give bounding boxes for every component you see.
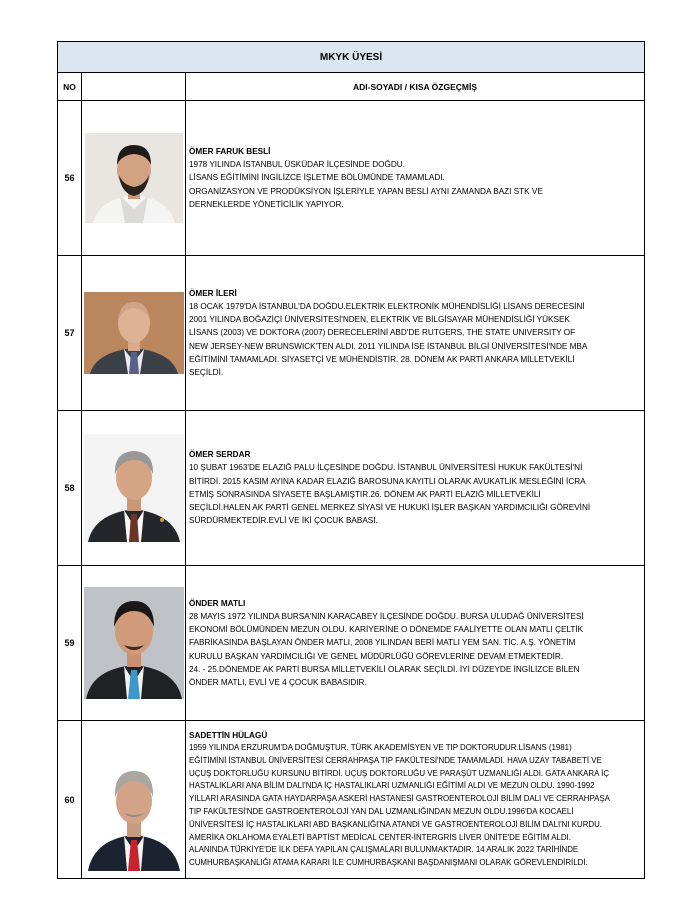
bio-cell (186, 411, 645, 566)
member-bio: 1978 YILINDA İSTANBUL ÜSKÜDAR İLÇESİNDE DOĞDU. LİSANS EĞİTİMİNİ İNGİLİZCE İŞLETME BÖLÜMÜNDE TAMAMLADI. ORGANİZASYON VE PRODÜKSİYON İŞLERİYLE YAPAN BESLİ AYNI ZAMANDA BAZI STK VE DERNEKLERDE YÖNETİCİLİK YAPIYOR. (189, 160, 543, 209)
member-name: ÖNDER MATLI (189, 598, 246, 608)
table-row (58, 721, 645, 879)
photo-cell (82, 411, 186, 566)
member-photo (84, 292, 184, 374)
member-photo (84, 751, 184, 871)
bio-cell (186, 256, 645, 411)
members-table (57, 41, 645, 879)
col-header-bio: ADI-SOYADI / KISA ÖZGEÇMİŞ (186, 73, 645, 101)
table-row (58, 411, 645, 566)
table-row (58, 566, 645, 721)
member-name: SADETTİN HÜLAGÜ (189, 731, 268, 741)
col-header-photo (82, 73, 186, 101)
member-name: ÖMER SERDAR (189, 450, 251, 460)
table-row (58, 101, 645, 256)
member-number: 56 (58, 101, 82, 256)
member-bio: 10 ŞUBAT 1963'DE ELAZIĞ PALU İLÇESİNDE DOĞDU. İSTANBUL ÜNİVERSİTESİ HUKUK FAKÜLTESİ'Nİ BİTİRDİ. 2015 KASIM AYINA KADAR ELAZIĞ BAROSUNA KAYITLI OLARAK AVUKATLIK MESLEĞİNİ İCRA ETMİŞ SONRASINDA SİYASETE BAŞLAMIŞTIR.26. DÖNEM AK PARTİ ELAZIĞ MİLLETVEKİLİ SEÇİLDİ.HALEN AK PARTİ GENEL MERKEZ SİYASİ VE HUKUKİ İŞLER BAŞKAN YARDIMCILIĞI GÖREVİNİ SÜRDÜRMEKTEDİR.EVLİ VE İKİ ÇOCUK BABASI. (189, 463, 591, 526)
table-title-row (58, 42, 645, 73)
member-photo (84, 434, 184, 542)
member-number: 60 (58, 721, 82, 879)
col-header-no: NO (58, 73, 82, 101)
member-name: ÖMER İLERİ (189, 288, 237, 298)
member-number: 57 (58, 256, 82, 411)
member-bio: 18 OCAK 1979'DA İSTANBUL'DA DOĞDU.ELEKTRİK ELEKTRONİK MÜHENDİSLİĞİ LİSANS DERECESİNİ 2001 YILINDA BOĞAZİÇİ ÜNİVERSİTESİ'NDEN, ELEKTRİK VE BİLGİSAYAR MÜHENDİSLİĞİ YÜKSEK LİSANS (2003) VE DOKTORA (2007) DERECELERİNİ ABD'DE RUTGERS, THE STATE UNIVERSITY OF NEW JERSEY-NEW BRUNSWICK'TEN ALDI. 2011 YILINDA İSE İSTANBUL BİLGİ ÜNİVERSİTESİ'NDE MBA EĞİTİMİNİ TAMAMLADI. SİYASETÇİ VE MÜHENDİSTİR. 28. DÖNEM AK PARTİ ANKARA MİLLETVEKİLİ SEÇİLDİ. (189, 301, 588, 377)
photo-cell (82, 721, 186, 879)
table-title: MKYK ÜYESİ (58, 42, 645, 73)
member-bio: 28 MAYIS 1972 YILINDA BURSA'NIN KARACABEY İLÇESİNDE DOĞDU. BURSA ULUDAĞ ÜNİVERSİTESİ EKONOMİ BÖLÜMÜNDEN MEZUN OLDU. KARİYERİNE O DÖNEMDE FAALİYETTE OLAN MATLI ÇELTİK FABRİKASINDA BAŞLAYAN ÖNDER MATLI, 2008 YILINDAN BERİ MATLI YEM SAN. TİC. A.Ş. YÖNETİM KURULU BAŞKAN YARDIMCILIĞI VE GENEL MÜDÜRLÜĞÜ GÖREVLERİNE DEVAM ETMEKTEDİR. 24. - 25.DÖNEMDE AK PARTİ BURSA MİLLETVEKİLİ OLARAK SEÇİLDİ. İYİ DÜZEYDE İNGİLİZCE BİLEN ÖNDER MATLI, EVLİ VE 4 ÇOCUK BABASIDIR. (189, 611, 584, 687)
member-number: 58 (58, 411, 82, 566)
table-row (58, 256, 645, 411)
bio-cell (186, 566, 645, 721)
bio-cell (186, 101, 645, 256)
photo-cell (82, 566, 186, 721)
photo-cell (82, 101, 186, 256)
member-photo (84, 587, 184, 699)
bio-cell (186, 721, 645, 879)
member-bio: 1959 YILINDA ERZURUM'DA DOĞMUŞTUR. TÜRK AKADEMİSYEN VE TIP DOKTORUDUR.LİSANS (1981) EĞİTİMİNİ İSTANBUL ÜNİVERSİTESİ CERRAHPAŞA TIP FAKÜLTESİ'NDE TAMAMLADI. HAVA UZAY TABABETİ VE UÇUŞ DOKTORLUĞU KURSUNU BİTİRDİ. UÇUŞ DOKTORLUĞU VE PARAŞÜT UZMANLIĞI ALDI. GATA ANKARA İÇ HASTALIKLARI ANA BİLİM DALI'NDA İÇ HASTALIKLARI UZMANLIĞI EĞİTİMİ ALDI VE MEZUN OLDU. 1990-1992 YILLARI ARASINDA GATA HAYDARPAŞA ASKERİ HASTANESİ GASTROENTEROLOJİ BİLİM DALI VE CERRAHPAŞA TIP FAKÜLTESİ'NDE GASTROENTEROLOJİ YAN DAL UZMANLIĞINDAN MEZUN OLDU.1996'DA KOCAELİ ÜNİVERSİTESİ İÇ HASTALIKLARI ABD BAŞKANLIĞI'NA ATANDI VE GASTROENTEROLOJİ BİLİM DALI'NI KURDU. AMERİKA OKLAHOMA EYALETİ BAPTİST MEDİCAL CENTER-İNTERGRİS LİVER ÜNİTE'DE EĞİTİM ALDI. ALANINDA TÜRKİYE'DE İLK DEFA YAPILAN ÇALIŞMALARI BULUNMAKTADIR. 14 ARALIK 2022 TARİHİNDE CUMHURBAŞKANLIĞI ATAMA KARARI İLE CUMHURBAŞKANI BAŞDANIŞMANI OLARAK GÖREVLENDİRİLDİ. (189, 743, 610, 868)
member-number: 59 (58, 566, 82, 721)
photo-cell (82, 256, 186, 411)
member-photo (85, 133, 183, 223)
member-name: ÖMER FARUK BESLİ (189, 147, 271, 157)
table-header-row (58, 73, 645, 101)
